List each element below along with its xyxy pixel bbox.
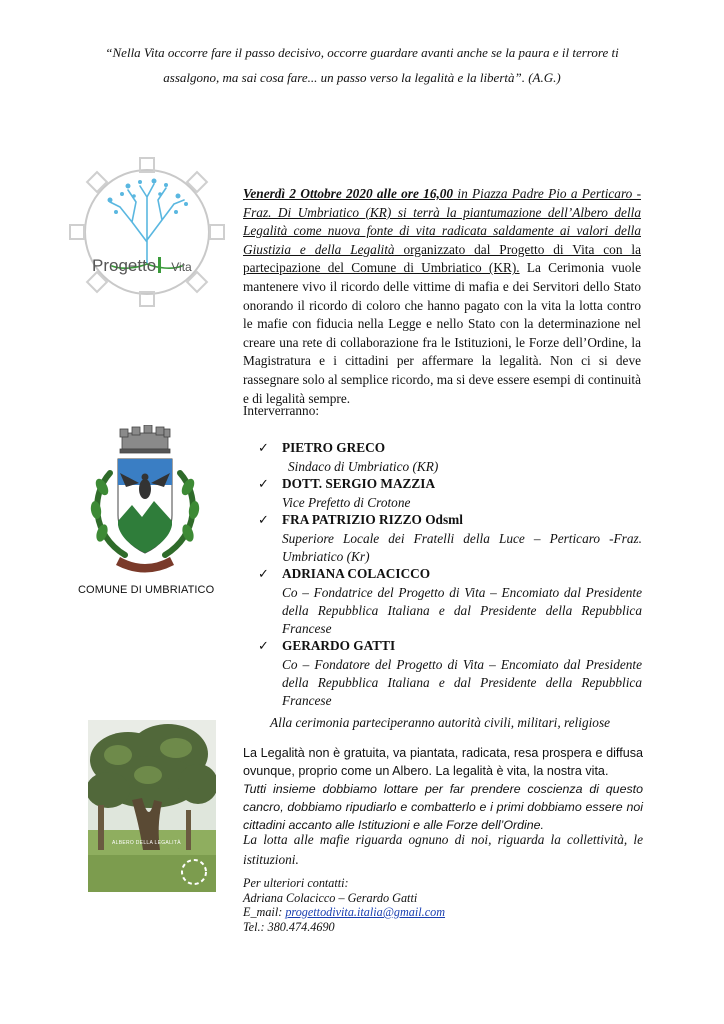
checkmark-icon: ✓ (258, 513, 269, 528)
quote-line-2: assalgono, ma sai cosa fare... un passo verso la legalità e la libertà”. (A.G.) (163, 70, 561, 85)
speaker-name: GERARDO GATTI (282, 638, 396, 653)
speakers-heading: Interverranno: (243, 403, 320, 418)
authorities-note: Alla cerimonia parteciperanno autorità civili, militari, religiose (270, 715, 611, 730)
speaker-role: Sindaco di Umbriatico (KR) (288, 459, 439, 474)
gear-tree-logo-icon (62, 152, 232, 322)
contacts-phone: Tel.: 380.474.4690 (243, 919, 335, 934)
speaker-role: Vice Prefetto di Crotone (282, 495, 411, 510)
checkmark-icon: ✓ (258, 567, 269, 582)
speaker-role: Co – Fondatrice del Progetto di Vita – Encomiato dal Presidente della Repubblica Italiana e dal Presidente della Repubblica Francese (282, 585, 642, 636)
speaker-role: Superiore Locale dei Fratelli della Luce – Perticaro -Fraz. Umbriatico (Kr) (282, 531, 642, 564)
speakers-list (258, 440, 642, 710)
speaker-name: PIETRO GRECO (282, 440, 386, 455)
email-label: E_mail: (243, 905, 286, 919)
email-link[interactable]: progettodivita.italia@gmail.com (285, 905, 446, 919)
fight-paragraph: Tutti insieme dobbiamo lottare per far prendere coscienza di questo cancro, dobbiamo ripudiarlo e combatterlo e i primi dobbiamo essere noi cittadini accanto alle Istituzioni e alle Forze dell’Ordine. (243, 782, 643, 832)
checkmark-icon: ✓ (258, 477, 269, 492)
legality-paragraph: La Legalità non è gratuita, va piantata, radicata, resa prospera e diffusa ovunque, proprio come un Albero. La legalità è vita, la nostra vita. (243, 746, 643, 778)
olive-tree-image-icon (88, 720, 216, 892)
checkmark-icon: ✓ (258, 639, 269, 654)
logo-text: Progetto Vita (92, 256, 192, 275)
progetto-di-vita-logo (62, 152, 232, 322)
list-item (258, 440, 642, 476)
checkmark-icon: ✓ (258, 441, 269, 456)
list-item (258, 638, 642, 710)
olive-tree-photo (88, 720, 216, 892)
list-item (258, 566, 642, 638)
speaker-name: ADRIANA COLACICCO (282, 566, 431, 581)
mafie-paragraph: La lotta alle mafie riguarda ognuno di noi, riguarda la collettività, le istituzioni. (243, 832, 643, 867)
crest-caption: COMUNE DI UMBRIATICO (78, 584, 215, 596)
photo-caption: ALBERO DELLA LEGALITÀ (112, 840, 181, 846)
announcement-date: Venerdì 2 Ottobre 2020 alle ore 16,00 (243, 186, 454, 201)
umbriatico-crest (80, 425, 210, 580)
list-item (258, 512, 642, 566)
announcement-paragraph (243, 185, 641, 408)
announcement-body: La Cerimonia vuole mantenere vivo il ricordo delle vittime di mafia e dei Servitori dello Stato onorando il ricordo di coloro che hanno pagato con la vita la lotta contro le mafie con fiducia nella Legge e nello Stato con la determinazione nel creare una rete di collaborazione fra le Istituzioni, le Forze dell’Ordine, la Magistratura e i cittadini per affermare la legalità. Non ci si deve rassegnare solo al semplice ricordo, ma si deve essere esempi di continuità e di legalità sempre. (243, 260, 641, 406)
contacts-email-row (243, 905, 445, 920)
contacts-heading: Per ulteriori contatti: (243, 876, 349, 890)
contacts-names: Adriana Colacicco – Gerardo Gatti (243, 890, 418, 905)
list-item (258, 476, 642, 512)
announcement-organized: organizzato dal Progetto di Vita con la partecipazione del Comune di Umbriatico (KR). (243, 241, 641, 276)
speaker-name: FRA PATRIZIO RIZZO Odsml (282, 512, 463, 527)
coat-of-arms-icon (80, 425, 210, 580)
logo-divider-icon (158, 257, 169, 273)
speaker-name: DOTT. SERGIO MAZZIA (282, 476, 436, 491)
contacts-block (243, 876, 445, 934)
speaker-role: Co – Fondatore del Progetto di Vita – Encomiato dal Presidente della Repubblica Italiana e dal Presidente della Repubblica Francese (282, 657, 642, 708)
quote-line-1: “Nella Vita occorre fare il passo decisivo, occorre guardare avanti anche se la paura e il terrore ti (105, 45, 619, 60)
opening-quote (80, 40, 644, 90)
announcement-place: in Piazza Padre Pio a Perticaro - Fraz. Di Umbriatico (KR) si terrà la piantumazione dell’Albero della Legalità come nuova fonte di vita radicata saldamente ai valori della Giustizia e della Legalità (243, 186, 641, 257)
